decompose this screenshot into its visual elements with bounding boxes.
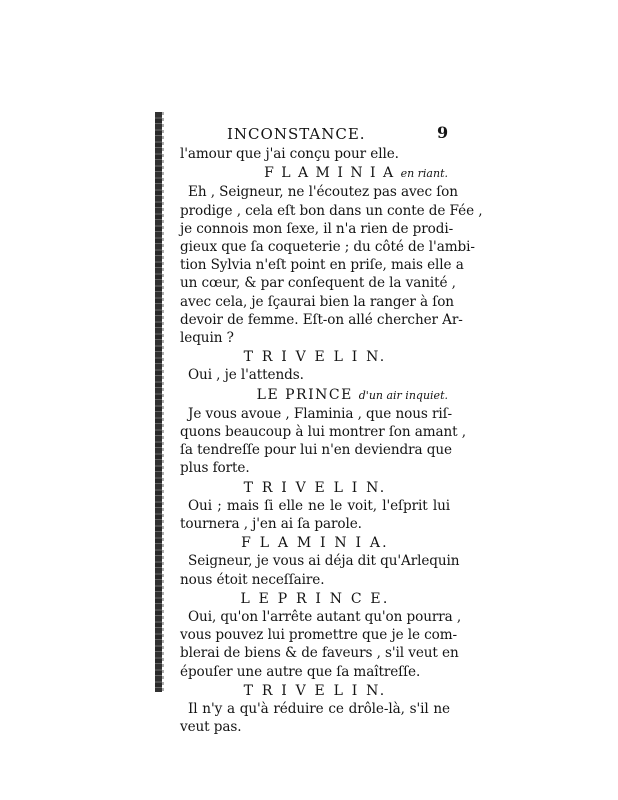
text-line: épouſer une autre que ſa maîtreſſe. <box>180 663 421 680</box>
speaker-name: F L A M I N I A <box>264 165 395 182</box>
text-line: lequin ? <box>180 330 234 347</box>
text-line: Oui, qu'on l'arrête autant qu'on pourra , <box>188 609 462 626</box>
speaker-heading <box>180 590 450 608</box>
book-page <box>180 123 483 737</box>
text-line: l'amour que j'ai conçu pour elle. <box>180 146 399 162</box>
stage-direction: en riant. <box>400 167 448 181</box>
speaker-heading <box>180 348 450 366</box>
text-line: je connois mon ſexe, il n'a rien de prodi- <box>180 220 454 237</box>
text-line: gieux que ſa coqueterie ; du côté de l'ambi- <box>180 239 475 256</box>
speaker-name: L E P R I N C E. <box>240 590 390 607</box>
speaker-name: T R I V E L I N. <box>243 479 387 496</box>
text-line: Eh , Seigneur, ne l'écoutez pas avec ſon <box>188 184 458 201</box>
speaker-name: F L A M I N I A. <box>241 535 389 552</box>
speaker-name: T R I V E L I N. <box>243 349 387 366</box>
speaker-name: T R I V E L I N. <box>243 682 387 699</box>
running-title: INCONSTANCE. <box>227 125 366 143</box>
speaker-heading <box>180 534 450 552</box>
text-line: Je vous avoue , Flaminia , que nous riſ- <box>188 405 453 422</box>
stage-direction: d'un air inquiet. <box>358 388 448 402</box>
text-line: un cœur, & par conſequent de la vanité , <box>180 275 456 292</box>
text-line: vous pouvez lui promettre que je le com- <box>180 627 458 644</box>
text-line: nous étoit neceſſaire. <box>180 571 325 588</box>
play-text <box>180 145 483 737</box>
text-line: Oui ; mais ſi elle ne le voit, l'eſprit lui <box>188 497 450 514</box>
binding-edge <box>155 112 162 692</box>
text-line: Il n'y a qu'à réduire ce drôle-là, s'il ne <box>188 701 450 718</box>
text-line: ſa tendreſſe pour lui n'en deviendra que <box>180 442 452 459</box>
speaker-heading <box>180 386 450 405</box>
text-line: devoir de femme. Eſt-on allé chercher Ar- <box>180 311 463 328</box>
text-line: plus forte. <box>180 460 250 477</box>
speaker-heading <box>180 479 450 497</box>
text-line: veut pas. <box>180 719 242 736</box>
text-line: tournera , j'en ai ſa parole. <box>180 516 362 533</box>
binding-edge-shadow <box>162 112 164 692</box>
running-head <box>180 125 450 145</box>
text-line: Seigneur, je vous ai déja dit qu'Arlequin <box>188 553 460 570</box>
page-number: 9 <box>436 123 448 142</box>
text-line: Oui , je l'attends. <box>188 367 304 384</box>
speaker-heading <box>180 682 450 700</box>
speaker-name: LE PRINCE <box>256 386 353 403</box>
text-line: prodige , cela eſt bon dans un conte de Fée , <box>180 202 483 219</box>
speaker-heading <box>180 164 450 183</box>
text-line: tion Sylvia n'eſt point en priſe, mais elle a <box>180 257 464 274</box>
text-line: quons beaucoup à lui montrer ſon amant , <box>180 424 466 441</box>
text-line: blerai de biens & de faveurs , s'il veut en <box>180 645 459 662</box>
text-line: avec cela, je ſçaurai bien la ranger à ſon <box>180 293 454 310</box>
